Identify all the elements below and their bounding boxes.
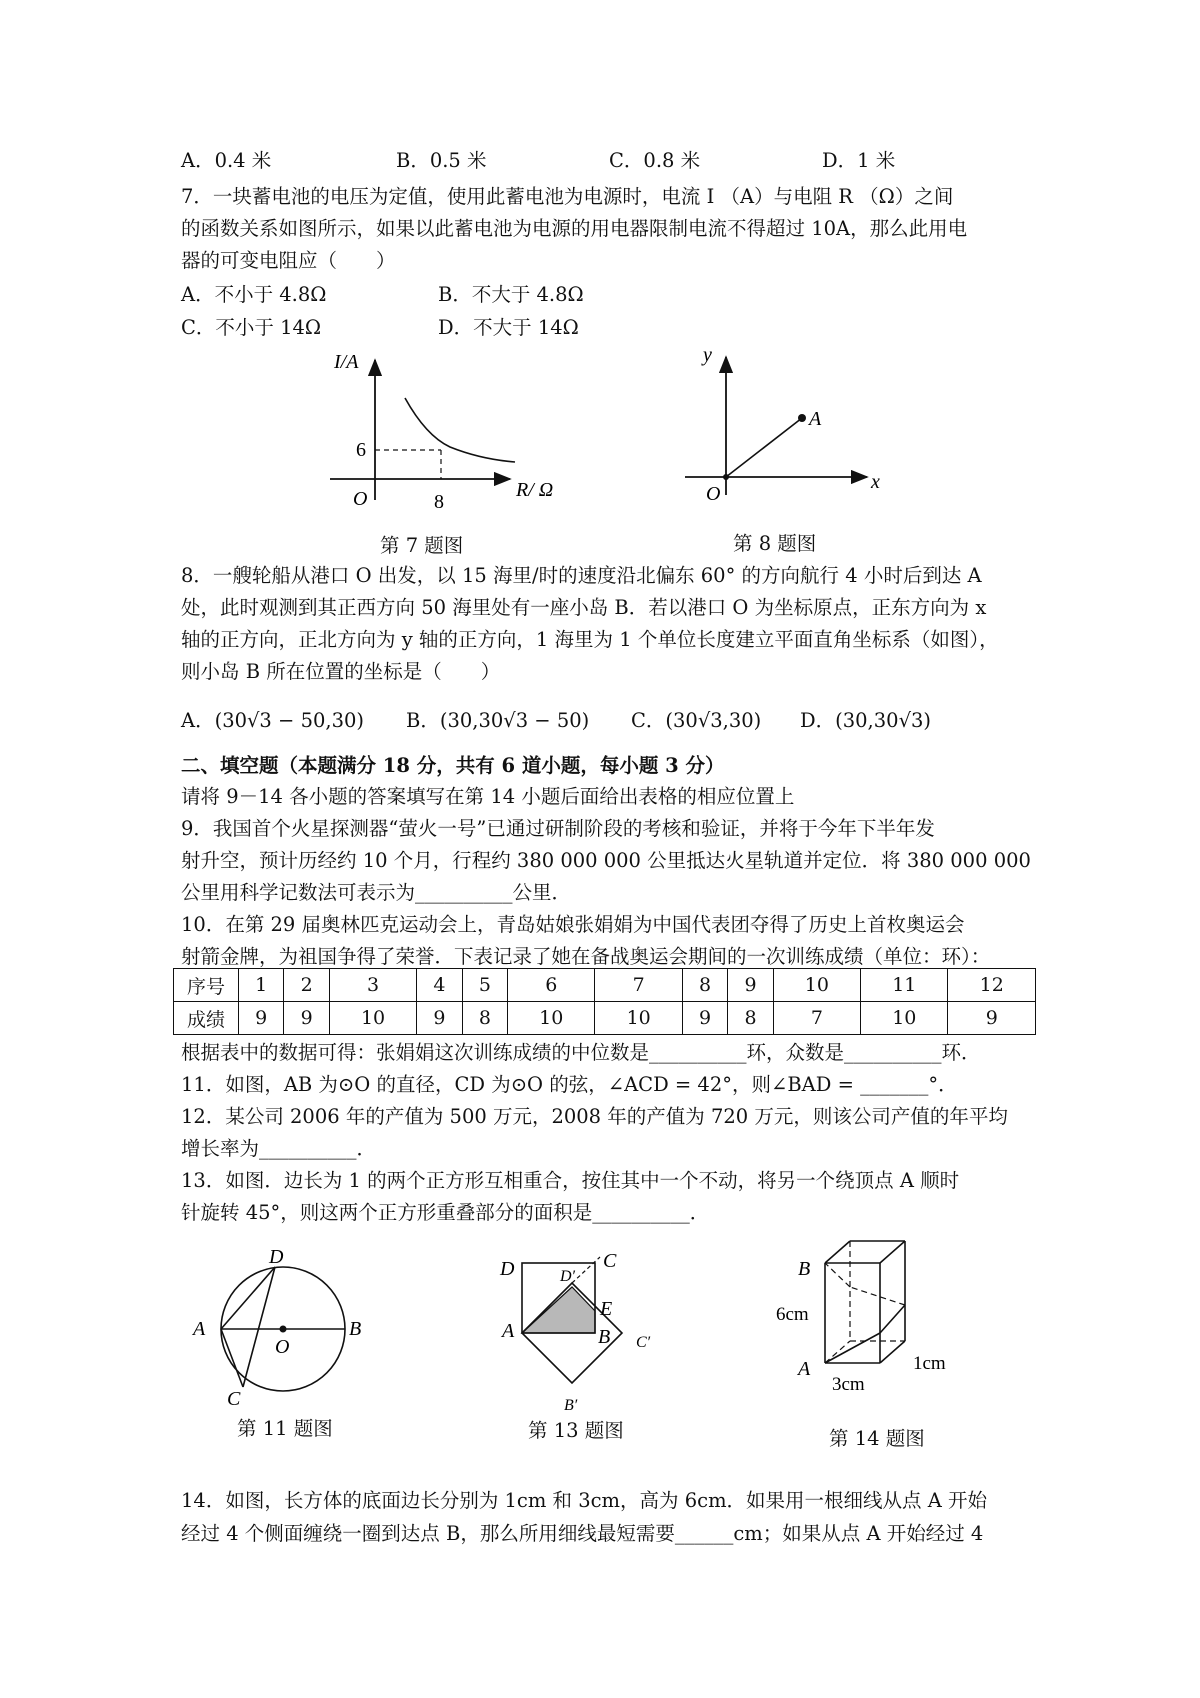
table-cell: 10 [329, 1002, 416, 1035]
q8-option-d: D．(30,30√3) [800, 709, 932, 732]
table-cell: 3 [329, 969, 416, 1002]
fig11-label-a: A [193, 1318, 206, 1340]
fig11-label-o: O [275, 1336, 290, 1358]
fig7-curve [405, 398, 515, 462]
fig7-tick-y: 6 [356, 439, 366, 461]
table-cell: 8 [682, 969, 727, 1002]
fig13-label-b: B [598, 1326, 611, 1348]
fig13-label-c-prime: C′ [636, 1334, 651, 1351]
q6-option-a: A．0.4 米 [181, 149, 272, 172]
fig8-point-o [723, 474, 729, 480]
q9-line-2: 射升空，预计历经约 10 个月，行程约 380 000 000 公里抵达火星轨道并定位．将 380 000 000 [181, 849, 1031, 872]
table-cell: 8 [728, 1002, 773, 1035]
fig8-caption: 第 8 题图 [733, 532, 817, 555]
fig13-label-e: E [600, 1298, 613, 1320]
section-2-instruction: 请将 9－14 各小题的答案填写在第 14 小题后面给出表格的相应位置上 [181, 785, 795, 808]
fig14-string-hidden [850, 1287, 905, 1305]
table-cell: 10 [595, 1002, 682, 1035]
q13-line-1: 13．如图．边长为 1 的两个正方形互相重合，按住其中一个不动，将另一个绕顶点 A 顺时 [181, 1169, 960, 1192]
figure-13 [490, 1245, 670, 1415]
fig8-segment-oa [726, 418, 802, 477]
q7-option-c: C．不小于 14Ω [181, 316, 322, 339]
fig7-x-label: R/ Ω [516, 479, 554, 501]
fig14-label-b: B [798, 1258, 811, 1280]
q8-line-1: 8．一艘轮船从港口 O 出发，以 15 海里/时的速度沿北偏东 60° 的方向航行 4 小时后到达 A [181, 564, 982, 587]
q6-option-b: B．0.5 米 [396, 149, 487, 172]
fig14-string [880, 1305, 905, 1333]
q6-option-c: C．0.8 米 [609, 149, 701, 172]
fig11-label-d: D [269, 1246, 284, 1268]
q8-line-2: 处，此时观测到其正西方向 50 海里处有一座小岛 B．若以港口 O 为坐标原点，正东方向为 x [181, 596, 987, 619]
fig14-string [825, 1333, 880, 1363]
figure-7 [320, 350, 570, 515]
fig14-caption: 第 14 题图 [829, 1427, 925, 1450]
fig14-label-6cm: 6cm [776, 1304, 809, 1325]
table-cell: 10 [508, 1002, 595, 1035]
fig11-center-point [280, 1326, 287, 1333]
q7-option-b: B．不大于 4.8Ω [438, 283, 584, 306]
q8-line-3: 轴的正方向，正北方向为 y 轴的正方向，1 海里为 1 个单位长度建立平面直角坐标系（如图）， [181, 628, 999, 651]
table-cell: 6 [508, 969, 595, 1002]
q14-line-1: 14．如图，长方体的底面边长分别为 1cm 和 3cm，高为 6cm．如果用一根细线从点 A 开始 [181, 1489, 988, 1512]
fig7-origin: O [353, 488, 368, 510]
table-cell: 1 [239, 969, 284, 1002]
q7-line-1: 7．一块蓄电池的电压为定值，使用此蓄电池为电源时，电流 I （A）与电阻 R （Ω）之间 [181, 185, 954, 208]
q12-line-2: 增长率为__________． [181, 1137, 377, 1160]
table-cell: 9 [239, 1002, 284, 1035]
table-cell: 5 [462, 969, 507, 1002]
table-cell: 9 [682, 1002, 727, 1035]
fig14-edge [880, 1241, 905, 1263]
table-cell: 4 [417, 969, 462, 1002]
fig8-x-label: x [871, 471, 880, 493]
figure-8 [675, 345, 895, 515]
table-cell: 2 [284, 969, 329, 1002]
table-cell: 9 [284, 1002, 329, 1035]
table-cell: 10 [773, 969, 860, 1002]
row-label: 序号 [174, 969, 239, 1002]
table-cell: 11 [861, 969, 948, 1002]
row-label: 成绩 [174, 1002, 239, 1035]
fig13-label-b-prime: B′ [564, 1397, 578, 1414]
q8-line-4: 则小岛 B 所在位置的坐标是（ ） [181, 660, 501, 683]
fig7-tick-x: 8 [434, 491, 444, 513]
table-cell: 8 [462, 1002, 507, 1035]
fig11-chord-ac [221, 1329, 243, 1387]
fig13-label-d-prime: D′ [560, 1268, 576, 1285]
q7-line-2: 的函数关系如图所示，如果以此蓄电池为电源的用电器限制电流不得超过 10A，那么此用电 [181, 217, 968, 240]
fig14-edge [880, 1341, 905, 1363]
table-row-scores [174, 1002, 1036, 1035]
fig13-label-d: D [500, 1258, 515, 1280]
table-cell: 7 [773, 1002, 860, 1035]
q11-text: 11．如图，AB 为⊙O 的直径，CD 为⊙O 的弦，∠ACD = 42°，则∠BAD = _______°． [181, 1073, 958, 1096]
q9-line-3: 公里用科学记数法可表示为__________公里． [181, 881, 572, 904]
section-2-heading: 二、填空题（本题满分 18 分，共有 6 道小题，每小题 3 分） [181, 754, 725, 777]
q8-option-a: A．(30√3 − 50,30) [181, 709, 365, 732]
q7-option-d: D．不大于 14Ω [438, 316, 579, 339]
q8-option-b: B．(30,30√3 − 50) [406, 709, 590, 732]
q9-line-1: 9．我国首个火星探测器“萤火一号”已通过研制阶段的考核和验证，并将于今年下半年发 [181, 817, 935, 840]
figure-14 [770, 1235, 980, 1415]
fig13-label-a: A [502, 1320, 515, 1342]
fig11-label-c: C [227, 1388, 241, 1410]
fig7-caption: 第 7 题图 [380, 534, 464, 557]
fig14-label-a: A [798, 1358, 811, 1380]
q7-option-a: A．不小于 4.8Ω [181, 283, 327, 306]
figure-11 [185, 1245, 385, 1410]
fig8-point-a [798, 414, 806, 422]
table-cell: 10 [861, 1002, 948, 1035]
table-cell: 9 [948, 1002, 1036, 1035]
fig8-point-a-label: A [809, 408, 822, 430]
fig14-label-1cm: 1cm [913, 1353, 946, 1374]
q10-after-table: 根据表中的数据可得：张娟娟这次训练成绩的中位数是__________环，众数是__________环． [181, 1041, 981, 1064]
fig11-label-b: B [349, 1318, 362, 1340]
fig7-y-label: I/A [334, 351, 359, 373]
fig14-edge [825, 1241, 850, 1263]
training-score-table [173, 968, 1036, 1035]
table-cell: 7 [595, 969, 682, 1002]
q6-option-d: D．1 米 [822, 149, 896, 172]
table-cell: 9 [728, 969, 773, 1002]
fig14-string-hidden [825, 1263, 850, 1287]
fig13-label-c: C [603, 1250, 617, 1272]
q12-line-1: 12．某公司 2006 年的产值为 500 万元，2008 年的产值为 720 万元，则该公司产值的年平均 [181, 1105, 1008, 1128]
q10-line-2: 射箭金牌，为祖国争得了荣誉．下表记录了她在备战奥运会期间的一次训练成绩（单位：环）： [181, 945, 991, 968]
fig14-label-3cm: 3cm [832, 1374, 865, 1395]
fig8-origin: O [706, 483, 721, 505]
q10-line-1: 10．在第 29 届奥林匹克运动会上，青岛姑娘张娟娟为中国代表团夺得了历史上首枚奥运会 [181, 913, 965, 936]
q13-line-2: 针旋转 45°，则这两个正方形重叠部分的面积是__________． [181, 1201, 710, 1224]
table-cell: 9 [417, 1002, 462, 1035]
q7-line-3: 器的可变电阻应（ ） [181, 249, 396, 272]
fig11-caption: 第 11 题图 [237, 1417, 333, 1440]
fig8-y-label: y [703, 344, 712, 366]
q8-option-c: C．(30√3,30) [631, 709, 762, 732]
fig13-caption: 第 13 题图 [528, 1419, 624, 1442]
table-cell: 12 [948, 969, 1036, 1002]
q14-line-2: 经过 4 个侧面缠绕一圈到达点 B，那么所用细线最短需要______cm；如果从点 A 开始经过 4 [181, 1522, 984, 1545]
table-row-index [174, 969, 1036, 1002]
fig13-overlap-shaded [522, 1287, 595, 1333]
